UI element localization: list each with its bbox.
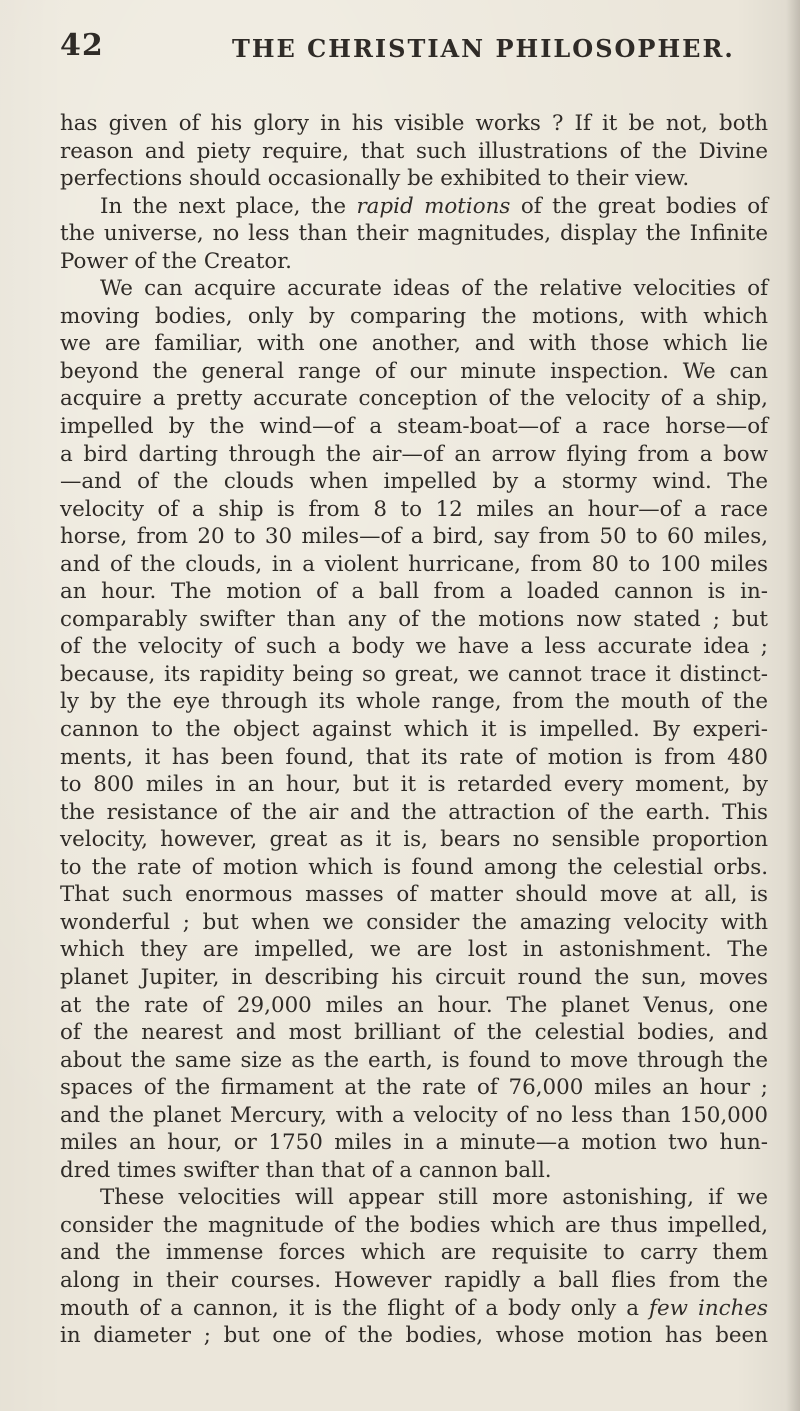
text-line: Power of the Creator. (60, 248, 292, 274)
text-line: That such enormous masses of matter should move at all, is (60, 882, 768, 908)
text-line: a bird darting through the air—of an arrow flying from a bow (60, 441, 768, 467)
text-line: moving bodies, only by comparing the motions, with which (60, 303, 768, 329)
text-line: impelled by the wind—of a steam-boat—of a race horse—of (60, 414, 768, 440)
text-line: mouth of a cannon, it is the flight of a body only a few inches (60, 1295, 769, 1321)
text-line: In the next place, the rapid motions of the great bodies of (100, 193, 768, 219)
text-line: —and of the clouds when impelled by a stormy wind. The (60, 469, 768, 495)
body-text (60, 110, 768, 1350)
text-line: and the planet Mercury, with a velocity of no less than 150,000 (60, 1102, 768, 1128)
text-line: wonderful ; but when we consider the amazing velocity with (60, 909, 768, 935)
text-line: velocity of a ship is from 8 to 12 miles an hour—of a race (60, 496, 768, 522)
text-line: and the immense forces which are requisite to carry them (60, 1240, 768, 1266)
text-line: the universe, no less than their magnitudes, display the Infinite (60, 221, 768, 247)
running-head (60, 28, 770, 68)
text-line: and of the clouds, in a violent hurricane, from 80 to 100 miles (60, 551, 768, 577)
text-line: in diameter ; but one of the bodies, whose motion has been (60, 1323, 768, 1349)
running-title: THE CHRISTIAN PHILOSOPHER. (232, 34, 735, 63)
text-line: We can acquire accurate ideas of the relative velocities of (100, 276, 768, 302)
text-line: about the same size as the earth, is found to move through the (60, 1047, 768, 1073)
text-line: to 800 miles in an hour, but it is retarded every moment, by (60, 772, 768, 798)
text-line: the resistance of the air and the attraction of the earth. This (60, 799, 768, 825)
text-line: consider the magnitude of the bodies which are thus impelled, (60, 1212, 768, 1238)
page-edge-shadow (786, 0, 800, 1411)
text-line: an hour. The motion of a ball from a loaded cannon is in- (60, 579, 768, 605)
text-line: to the rate of motion which is found among the celestial orbs. (60, 854, 768, 880)
text-line: comparably swifter than any of the motions now stated ; but (60, 606, 768, 632)
text-line: miles an hour, or 1750 miles in a minute—a motion two hun- (60, 1130, 768, 1156)
text-line: which they are impelled, we are lost in astonishment. The (60, 937, 768, 963)
text-line: ments, it has been found, that its rate of motion is from 480 (60, 744, 768, 770)
text-line: spaces of the firmament at the rate of 76,000 miles an hour ; (60, 1075, 768, 1101)
text-line: because, its rapidity being so great, we cannot trace it distinct- (60, 661, 768, 687)
text-line: These velocities will appear still more astonishing, if we (100, 1185, 768, 1211)
text-line: along in their courses. However rapidly a ball flies from the (60, 1267, 768, 1293)
text-line: cannon to the object against which it is impelled. By experi- (60, 717, 768, 743)
text-line: acquire a pretty accurate conception of the velocity of a ship, (60, 386, 768, 412)
text-line: planet Jupiter, in describing his circuit round the sun, moves (60, 964, 768, 990)
text-line: beyond the general range of our minute inspection. We can (60, 358, 768, 384)
text-line: horse, from 20 to 30 miles—of a bird, say from 50 to 60 miles, (60, 524, 768, 550)
text-line: velocity, however, great as it is, bears no sensible proportion (60, 827, 768, 853)
text-line: at the rate of 29,000 miles an hour. The planet Venus, one (60, 992, 768, 1018)
page-number: 42 (60, 28, 104, 63)
text-line: dred times swifter than that of a cannon ball. (60, 1157, 552, 1183)
text-line: perfections should occasionally be exhibited to their view. (60, 166, 690, 192)
text-line: we are familiar, with one another, and with those which lie (60, 331, 768, 357)
text-line: ly by the eye through its whole range, from the mouth of the (60, 689, 768, 715)
text-line: reason and piety require, that such illustrations of the Divine (60, 138, 768, 164)
text-line: of the velocity of such a body we have a less accurate idea ; (60, 634, 768, 660)
text-line: has given of his glory in his visible works ? If it be not, both (60, 111, 768, 136)
text-line: of the nearest and most brilliant of the celestial bodies, and (60, 1020, 768, 1046)
